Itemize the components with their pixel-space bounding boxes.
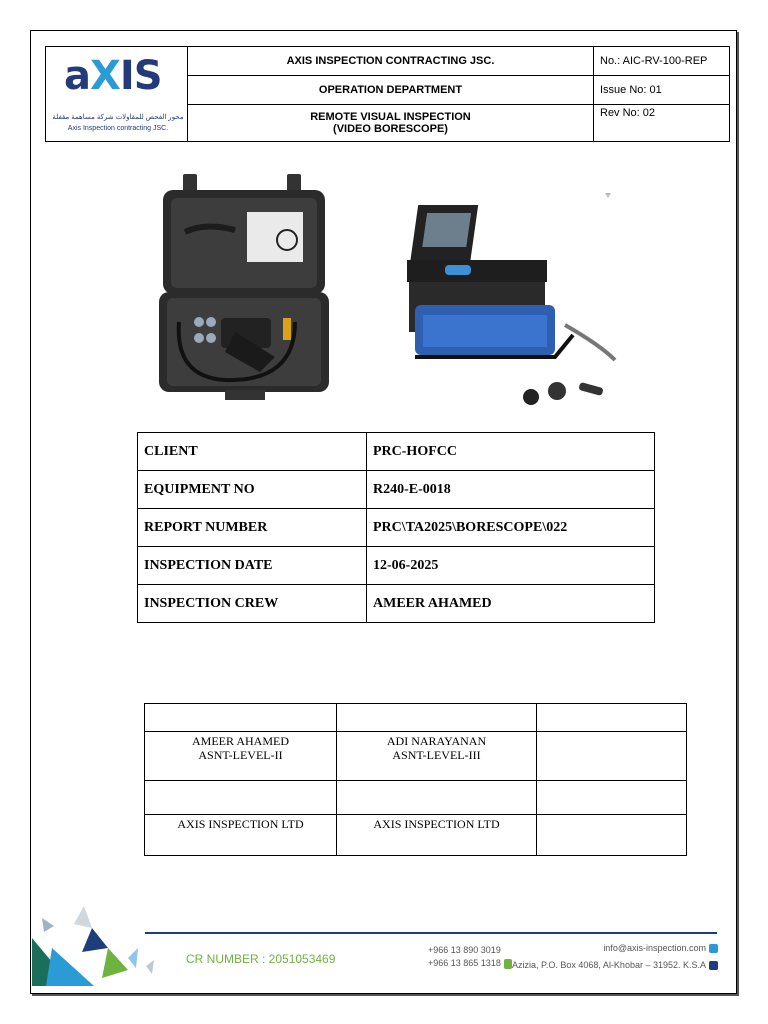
info-row-inspection-crew (138, 585, 655, 623)
footer-decoration-triangles (32, 898, 162, 990)
signature-cell-empty (537, 704, 687, 732)
logo-english-text: Axis Inspection contracting JSC. (67, 125, 169, 132)
logo-letter-a: a (64, 53, 90, 99)
signatory-2-name: ADI NARAYANAN (386, 734, 487, 748)
logo-arabic-text: محور الفحص للمقاولات شركة مساهمة مقفلة (52, 114, 184, 121)
inspection-info-table (137, 432, 655, 623)
document-number: No.: AIC-RV-100-REP (594, 47, 730, 76)
email-text: info@axis-inspection.com (603, 943, 706, 953)
revision-number: Rev No: 02 (594, 105, 730, 142)
signature-cell-empty (337, 781, 537, 815)
signature-cell-empty (537, 781, 687, 815)
address-text: Azizia, P.O. Box 4068, Al-Khobar – 31952. K.S.A (512, 960, 706, 970)
info-label: INSPECTION CREW (138, 585, 367, 623)
info-row-inspection-date (138, 547, 655, 585)
logo-letters-is: IS (119, 53, 162, 99)
report-title-line1: REMOTE VISUAL INSPECTION (310, 111, 471, 123)
info-value: 12-06-2025 (367, 547, 655, 585)
info-value: AMEER AHAMED (367, 585, 655, 623)
info-value: R240-E-0018 (367, 471, 655, 509)
location-icon (709, 961, 718, 970)
info-row-equipment (138, 471, 655, 509)
footer-divider (145, 932, 717, 934)
info-value: PRC\TA2025\BORESCOPE\022 (367, 509, 655, 547)
company-name: AXIS INSPECTION CONTRACTING JSC. (188, 47, 594, 76)
contact-details (512, 940, 718, 974)
signatory-1 (145, 732, 337, 781)
department-name: OPERATION DEPARTMENT (188, 76, 594, 105)
signatory-2-level: ASNT-LEVEL-III (392, 748, 481, 762)
document-header (45, 46, 730, 142)
signatory-1-level: ASNT-LEVEL-II (198, 748, 283, 762)
issue-number: Issue No: 01 (594, 76, 730, 105)
cr-number: CR NUMBER : 2051053469 (186, 952, 336, 966)
info-value: PRC-HOFCC (367, 433, 655, 471)
pipe-camera-reel-photo (395, 185, 620, 410)
signatory-2 (337, 732, 537, 781)
info-label: EQUIPMENT NO (138, 471, 367, 509)
signatory-1-company: AXIS INSPECTION LTD (145, 815, 337, 856)
phone-2: +966 13 865 1318 (428, 958, 501, 968)
info-label: INSPECTION DATE (138, 547, 367, 585)
signature-cell-empty (537, 815, 687, 856)
info-label: CLIENT (138, 433, 367, 471)
info-row-report-number (138, 509, 655, 547)
signature-cell-empty (145, 781, 337, 815)
report-title-line2: (VIDEO BORESCOPE) (333, 123, 448, 135)
phone-numbers (428, 944, 512, 970)
company-logo (46, 47, 188, 142)
signature-table (144, 703, 687, 856)
signature-cell-empty (537, 732, 687, 781)
whatsapp-icon (504, 959, 512, 969)
logo-letter-x: X (90, 53, 120, 99)
info-label: REPORT NUMBER (138, 509, 367, 547)
signatory-1-name: AMEER AHAMED (191, 734, 289, 748)
email-icon (709, 944, 718, 953)
borescope-case-photo (155, 172, 335, 404)
info-row-client (138, 433, 655, 471)
signatory-2-company: AXIS INSPECTION LTD (337, 815, 537, 856)
phone-1: +966 13 890 3019 (428, 945, 501, 955)
report-title (188, 105, 594, 142)
signature-cell-empty (145, 704, 337, 732)
signature-cell-empty (337, 704, 537, 732)
